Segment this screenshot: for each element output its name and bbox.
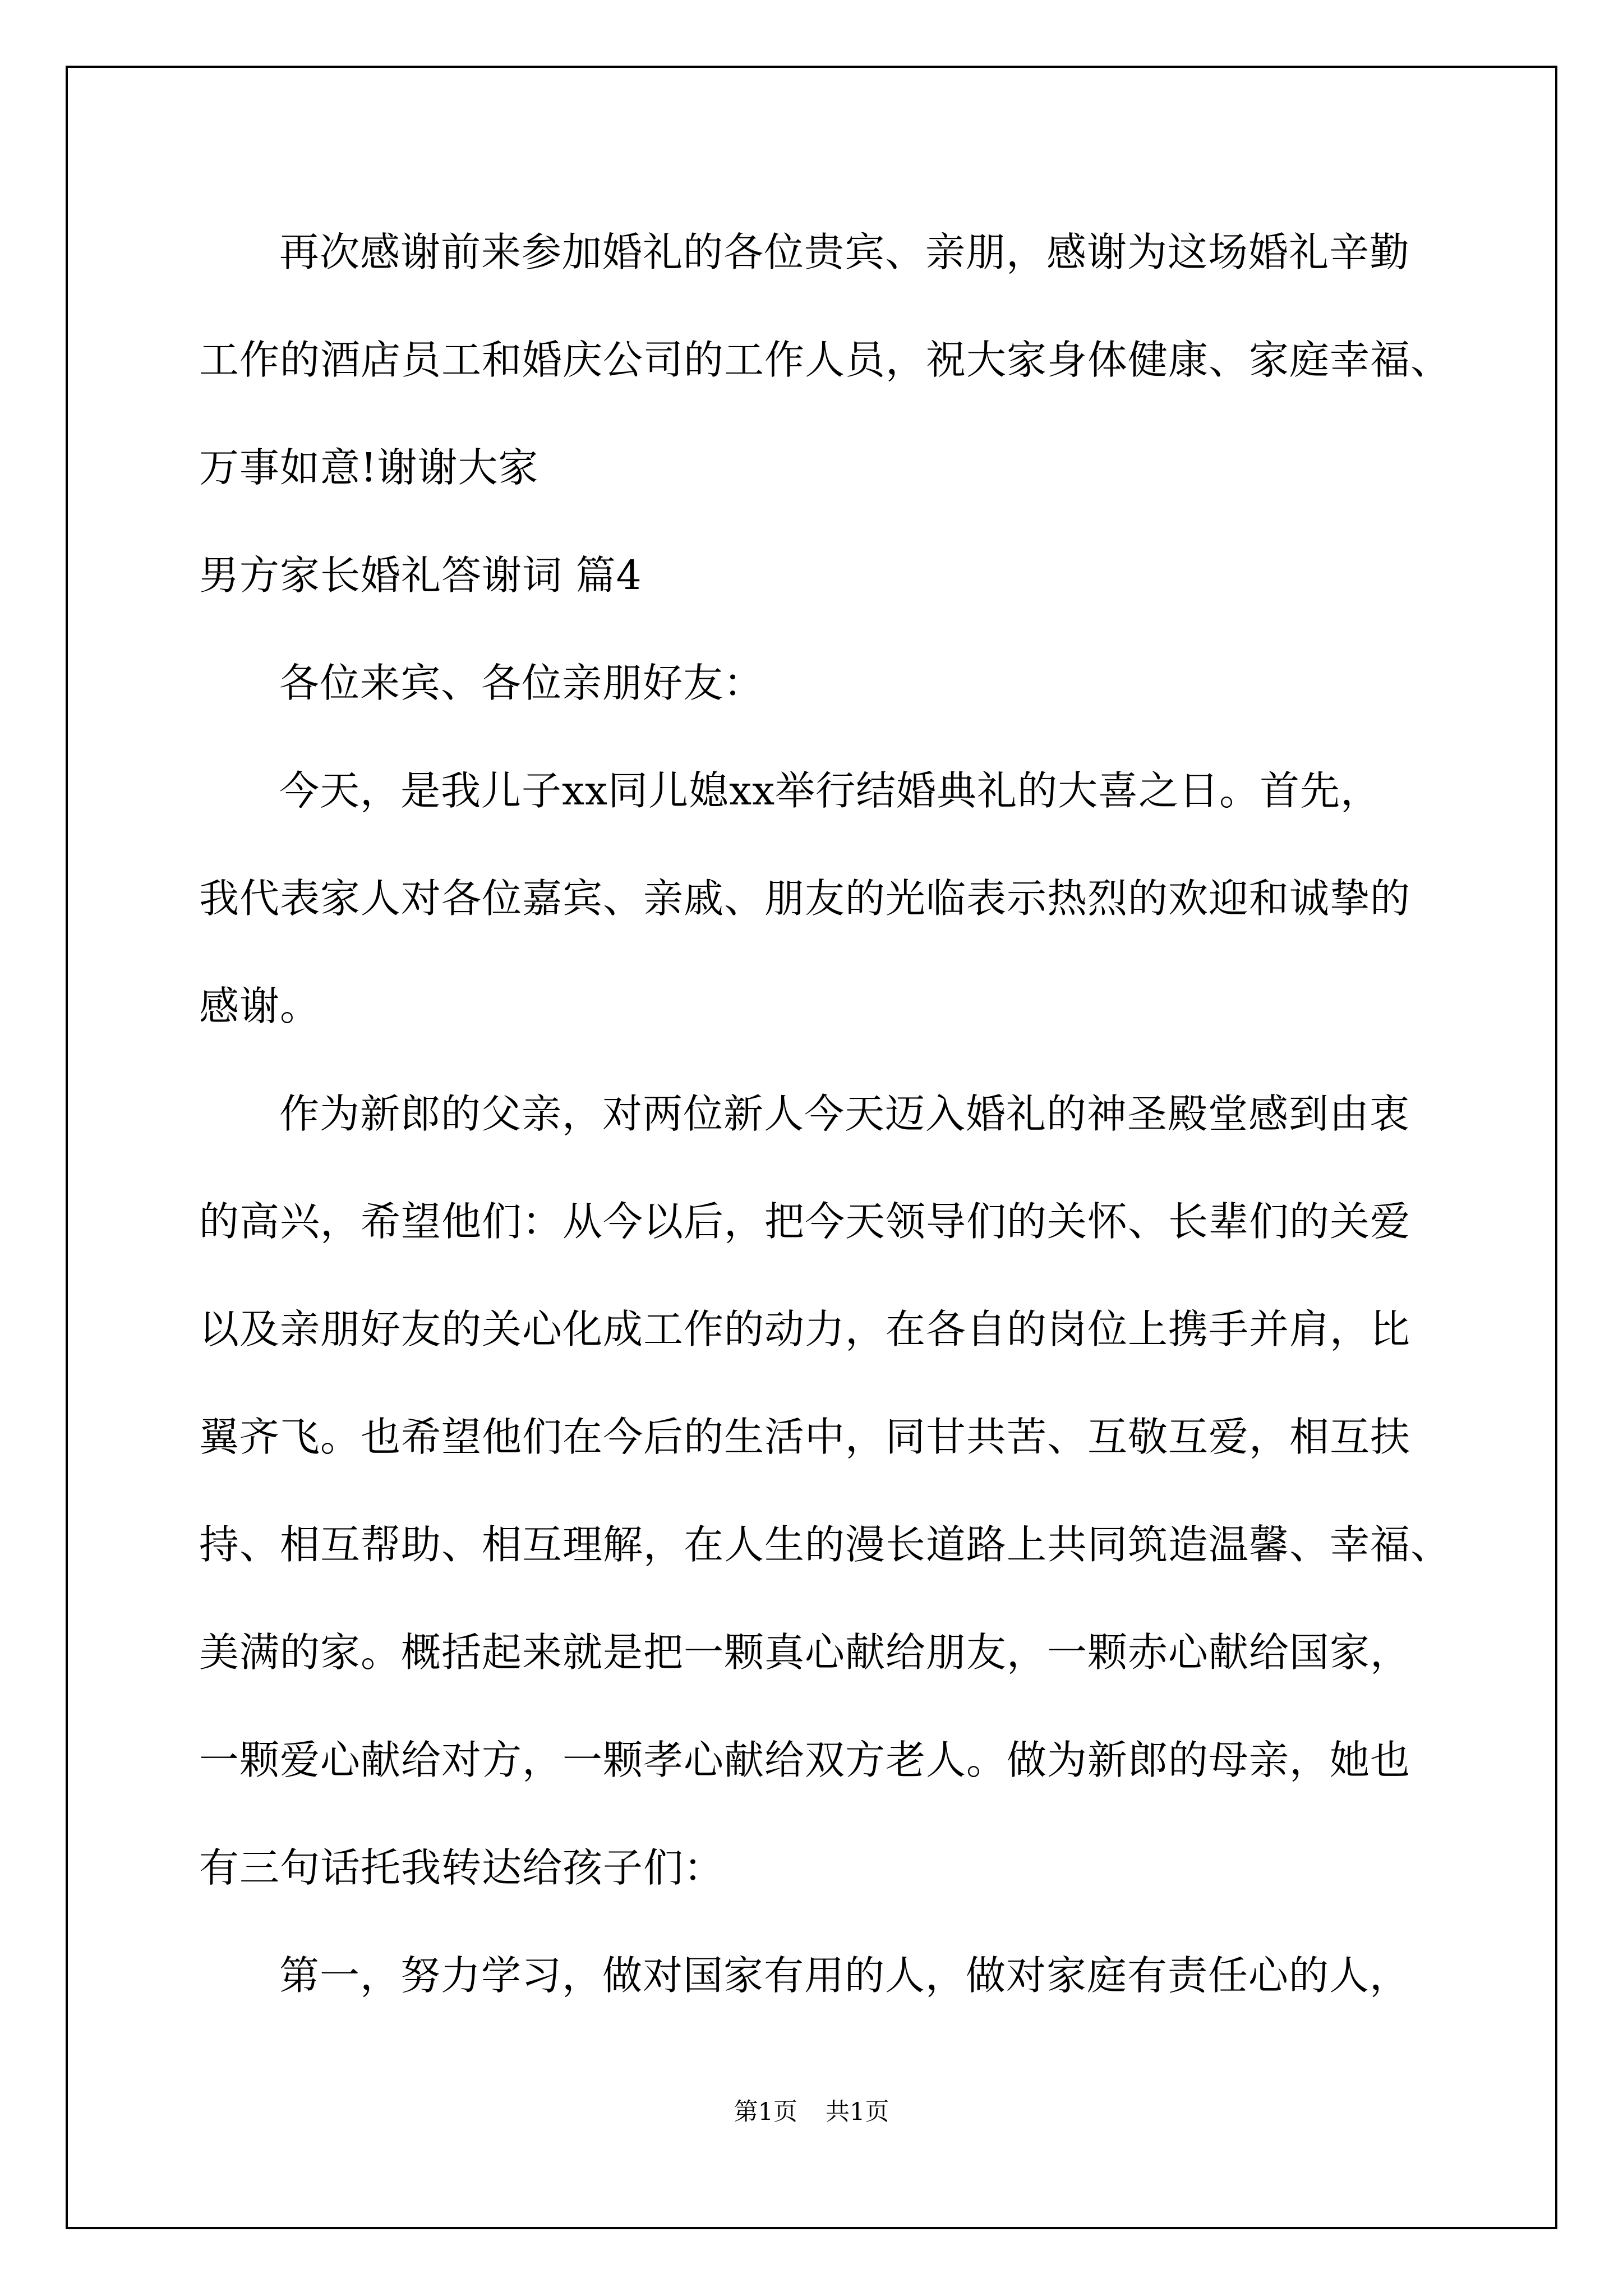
- page-number: 第1页: [734, 2098, 797, 2126]
- paragraph-line: 持、相互帮助、相互理解，在人生的漫长道路上共同筑造温馨、幸福、: [199, 1521, 1451, 1568]
- paragraph-line: 今天，是我儿子xx同儿媳xx举行结婚典礼的大喜之日。首先，: [279, 767, 1381, 814]
- paragraph-line: 万事如意!谢谢大家: [199, 444, 539, 491]
- page-total: 共1页: [826, 2098, 889, 2126]
- paragraph-line: 翼齐飞。也希望他们在今后的生活中，同甘共苦、互敬互爱，相互扶: [199, 1414, 1411, 1460]
- paragraph-line: 作为新郎的父亲，对两位新人今天迈入婚礼的神圣殿堂感到由衷: [279, 1091, 1410, 1137]
- paragraph-line: 以及亲朋好友的关心化成工作的动力，在各自的岗位上携手并肩，比: [199, 1306, 1411, 1352]
- section-heading: 男方家长婚礼答谢词 篇4: [199, 552, 642, 599]
- paragraph-line: 工作的酒店员工和婚庆公司的工作人员，祝大家身体健康、家庭幸福、: [199, 337, 1451, 383]
- paragraph-line: 我代表家人对各位嘉宾、亲戚、朋友的光临表示热烈的欢迎和诚挚的: [199, 875, 1411, 922]
- paragraph-line: 有三句话托我转达给孩子们：: [199, 1844, 725, 1891]
- paragraph-line: 美满的家。概括起来就是把一颗真心献给朋友，一颗赤心献给国家，: [199, 1629, 1411, 1676]
- paragraph-line: 再次感谢前来参加婚礼的各位贵宾、亲朋，感谢为这场婚礼辛勤: [279, 229, 1410, 275]
- paragraph-line: 第一，努力学习，做对国家有用的人，做对家庭有责任心的人，: [279, 1952, 1410, 1999]
- paragraph-line: 一颗爱心献给对方，一颗孝心献给双方老人。做为新郎的母亲，她也: [199, 1737, 1411, 1783]
- paragraph-line: 的高兴，希望他们：从今以后，把今天领导们的关怀、长辈们的关爱: [199, 1198, 1411, 1245]
- paragraph-line: 感谢。: [199, 983, 321, 1029]
- page-footer: [0, 2095, 1623, 2129]
- document-body: [199, 210, 1483, 2041]
- salutation-line: 各位来宾、各位亲朋好友：: [279, 660, 764, 706]
